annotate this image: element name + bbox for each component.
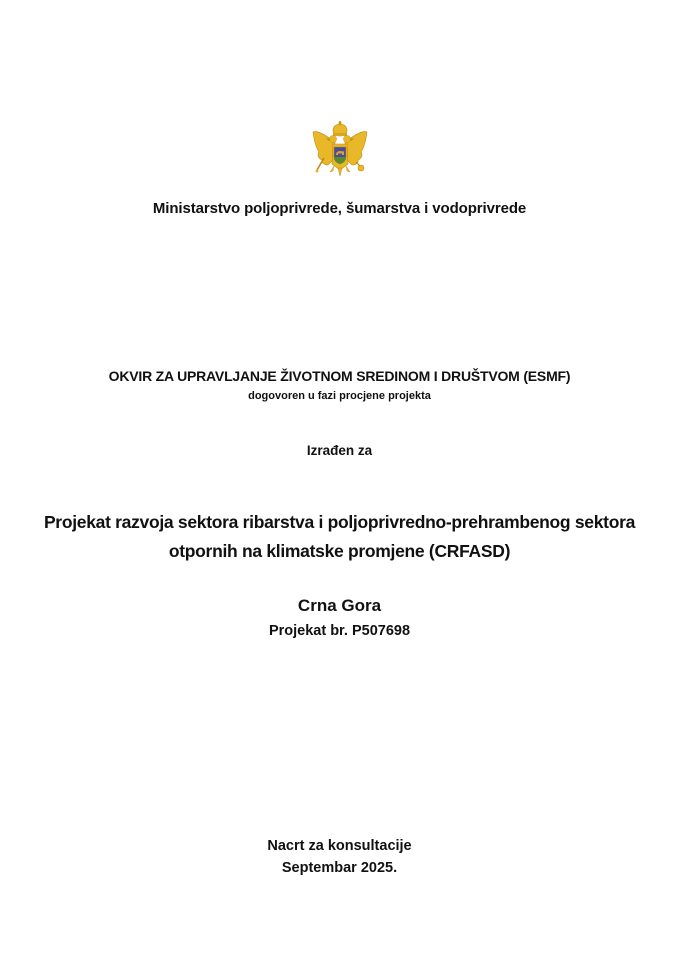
coat-of-arms-icon xyxy=(305,118,375,188)
project-number: Projekat br. P507698 xyxy=(268,623,411,639)
country-name: Crna Gora xyxy=(297,596,382,615)
prepared-for-label: Izrađen za xyxy=(306,443,373,458)
draft-date: Septembar 2025. xyxy=(281,860,398,876)
draft-label: Nacrt za konsultacije xyxy=(267,838,412,854)
document-title: OKVIR ZA UPRAVLJANJE ŽIVOTNOM SREDINOM I DRUŠTVOM (ESMF) xyxy=(108,368,571,384)
document-subtitle: dogovoren u fazi procjene projekta xyxy=(248,390,431,402)
project-title-line-1: Projekat razvoja sektora ribarstva i poljoprivredno-prehrambenog sektora xyxy=(43,512,636,532)
ministry-name: Ministarstvo poljoprivrede, šumarstva i vodoprivrede xyxy=(152,200,527,217)
project-title-line-2: otpornih na klimatske promjene (CRFASD) xyxy=(168,541,511,561)
